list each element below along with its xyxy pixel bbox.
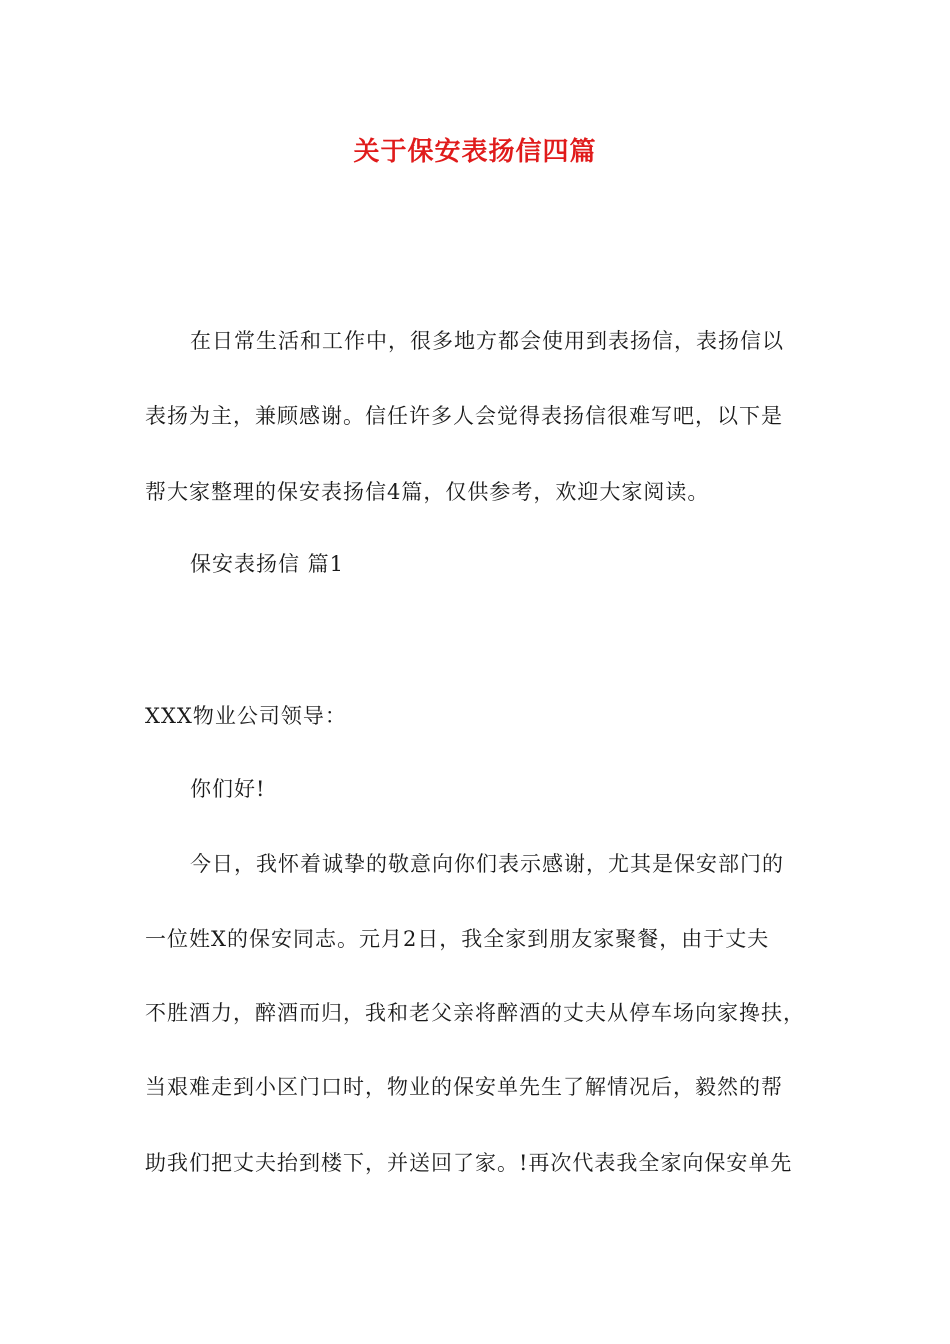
- section-heading: 保安表扬信 篇1: [190, 552, 345, 576]
- greeting: 你们好!: [190, 777, 266, 801]
- paragraph-line: 今日，我怀着诚挚的敬意向你们表示感谢，尤其是保安部门的: [190, 852, 784, 876]
- paragraph-line: 不胜酒力，醉酒而归，我和老父亲将醉酒的丈夫从停车场向家搀扶，: [145, 1001, 805, 1025]
- paragraph-line: 当艰难走到小区门口时，物业的保安单先生了解情况后，毅然的帮: [145, 1075, 783, 1099]
- paragraph-line: 表扬为主，兼顾感谢。信任许多人会觉得表扬信很难写吧，以下是: [145, 404, 783, 428]
- document-title: 关于保安表扬信四篇: [353, 137, 597, 167]
- paragraph-line: 帮大家整理的保安表扬信4篇，仅供参考，欢迎大家阅读。: [145, 480, 710, 504]
- paragraph-line: 在日常生活和工作中，很多地方都会使用到表扬信，表扬信以: [190, 329, 784, 353]
- paragraph-line: 助我们把丈夫抬到楼下，并送回了家。!再次代表我全家向保安单先: [145, 1151, 793, 1175]
- paragraph-line: 一位姓X的保安同志。元月2日，我全家到朋友家聚餐，由于丈夫: [145, 927, 770, 951]
- salutation: XXX物业公司领导：: [145, 704, 347, 728]
